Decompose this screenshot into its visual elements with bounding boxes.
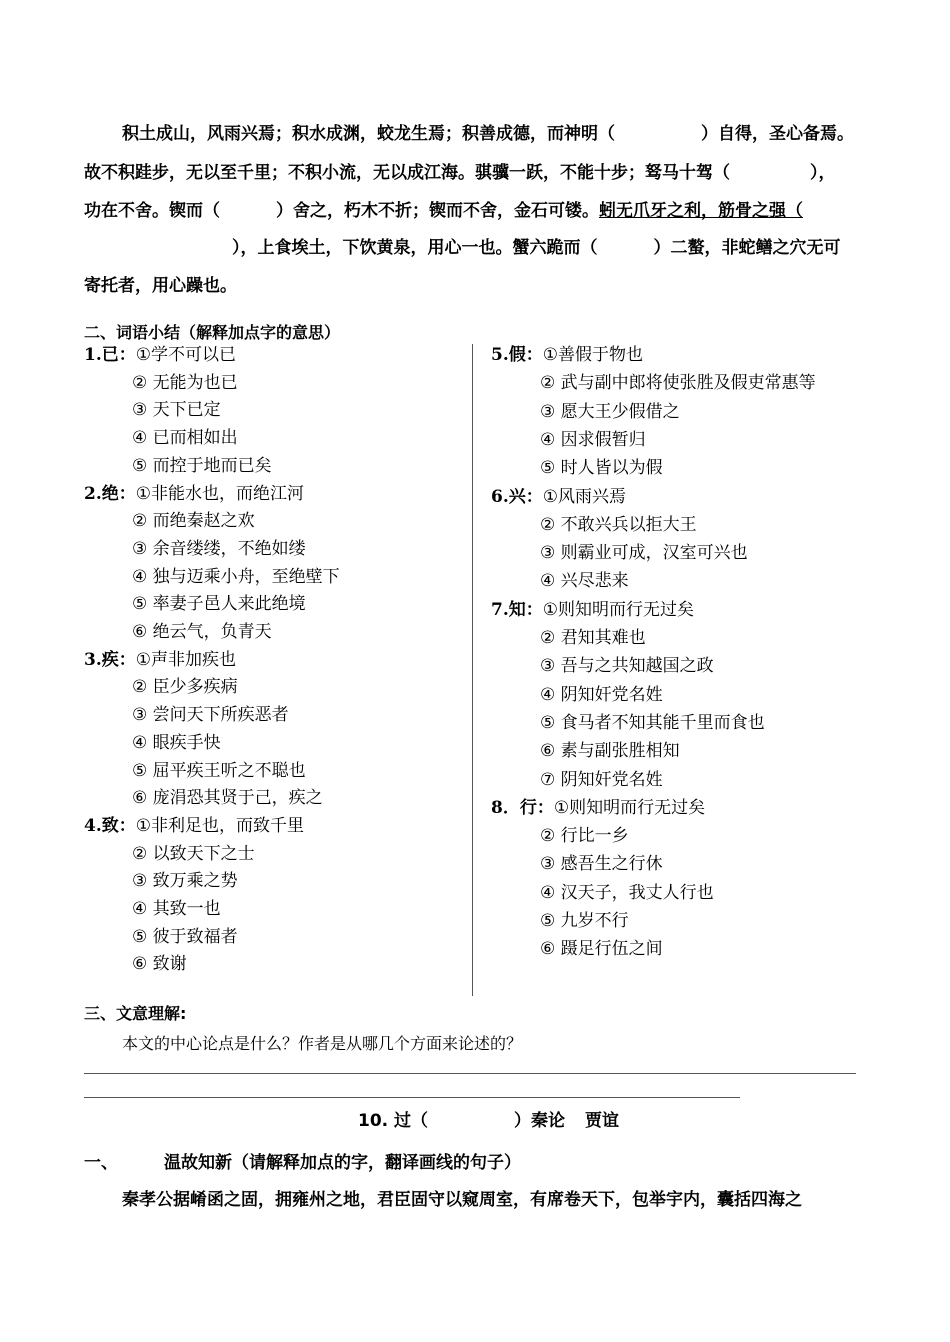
left-group-1-item-1: [84, 344, 236, 366]
entry-text: ⑦ 阴知奸党名姓: [540, 769, 663, 790]
passage-line-1: 积土成山，风雨兴焉；积水成渊，蛟龙生焉；积善成德，而神明（ ）自得，圣心备焉。: [122, 124, 854, 144]
right-group-2-item-3: [540, 542, 748, 564]
left-group-3-item-1: [84, 649, 236, 671]
entry-text: ④ 汉天子，我丈人行也: [540, 882, 714, 903]
entry-text: ③ 余音缕缕，不绝如缕: [132, 538, 306, 559]
left-group-3-item-2: [132, 676, 238, 698]
entry-text: ⑤ 而控于地而已矣: [132, 455, 272, 476]
right-group-2-item-2: [540, 514, 697, 536]
entry-text: ⑥ 蹑足行伍之间: [540, 939, 663, 960]
left-group-1-item-4: [132, 427, 238, 449]
left-group-2-item-6: [132, 621, 272, 643]
entry-text: ③ 愿大王少假借之: [540, 401, 680, 422]
entry-text: ④ 因求假暂归: [540, 429, 646, 450]
entry-text: ② 以致天下之士: [132, 843, 255, 864]
right-group-1-item-3: [540, 401, 680, 423]
entry-text: ② 行比一乡: [540, 826, 629, 847]
left-group-2-item-1: [84, 483, 304, 505]
left-group-4-item-6: [132, 953, 187, 975]
left-group-3-item-6: [132, 787, 323, 809]
left-group-3-item-5: [132, 760, 306, 782]
passage-line-5: 寄托者，用心躁也。: [84, 276, 237, 296]
entry-text: ② 不敢兴兵以拒大王: [540, 514, 697, 535]
right-group-3-label: 7.知：: [491, 599, 543, 620]
passage-line-4: ），上食埃土，下饮黄泉，用心一也。蟹六跪而（ ）二螯，非蛇鳝之穴无可: [232, 238, 841, 258]
right-group-4-item-5: [540, 910, 629, 932]
right-group-2-item-1: [491, 486, 626, 508]
entry-text: ③ 致万乘之势: [132, 871, 238, 892]
entry-text: ⑤ 屈平疾王听之不聪也: [132, 760, 306, 781]
left-group-4-item-2: [132, 843, 255, 865]
question-text: 本文的中心论点是什么？作者是从哪几个方面来论述的？: [122, 1034, 523, 1053]
entry-text: ①学不可以已: [135, 345, 236, 365]
left-group-1-item-5: [132, 455, 272, 477]
right-group-3-item-1: [491, 599, 694, 621]
right-group-2-item-4: [540, 570, 629, 592]
answer-line-2: [84, 1097, 740, 1098]
right-group-1-item-5: [540, 457, 663, 479]
left-group-3-item-3: [132, 704, 289, 726]
left-group-2-label: 2.绝：: [84, 483, 136, 504]
right-group-4-item-2: [540, 825, 629, 847]
right-group-1-item-1: [491, 344, 643, 366]
section-2-title: 二、词语小结（解释加点字的意思）: [84, 323, 341, 342]
entry-text: ③ 吾与之共知越国之政: [540, 656, 714, 677]
entry-text: ② 无能为也已: [132, 372, 238, 393]
entry-text: ② 君知其难也: [540, 628, 646, 648]
right-group-3-item-5: [540, 712, 765, 734]
right-group-3-item-7: [540, 769, 663, 791]
passage-line-2: 故不积跬步，无以至千里；不积小流，无以成江海。骐骥一跃，不能十步；驽马十驾（ ），: [84, 163, 836, 183]
entry-text: ④ 兴尽悲来: [540, 571, 629, 592]
right-group-3-item-2: [540, 627, 646, 649]
entry-text: ④ 已而相如出: [132, 428, 238, 449]
entry-text: ①非利足也，而致千里: [135, 815, 304, 836]
passage-line-3: 功在不舍。锲而（ ）舍之，朽木不折；锲而不舍，金石可镂。蚓无爪牙之利，筋骨之强（: [84, 201, 803, 221]
left-group-2-item-2: [132, 510, 255, 532]
entry-text: ⑤ 时人皆以为假: [540, 458, 663, 479]
entry-text: ③ 尝问天下所疾恶者: [132, 705, 289, 726]
entry-text: ⑤ 食马者不知其能千里而食也: [540, 712, 765, 733]
right-group-1-item-2: [540, 372, 816, 394]
entry-text: ⑤ 九岁不行: [540, 911, 629, 931]
entry-text: ⑤ 率妻子邑人来此绝境: [132, 594, 306, 615]
right-group-3-item-3: [540, 655, 714, 677]
left-group-4-item-1: [84, 815, 304, 837]
entry-text: ①则知明而行无过矣: [542, 599, 694, 620]
answer-line-1: [84, 1073, 856, 1074]
entry-text: ④ 眼疾手快: [132, 732, 221, 753]
last-passage-line: 秦孝公据崤函之固，拥雍州之地，君臣固守以窥周室，有席卷天下，包举宇内，囊括四海之: [122, 1190, 802, 1210]
left-group-1-item-3: [132, 399, 221, 421]
entry-text: ③ 感吾生之行休: [540, 854, 663, 875]
entry-text: ② 而绝秦赵之欢: [132, 511, 255, 532]
right-group-1-label: 5.假：: [491, 345, 543, 365]
entry-text: ④ 独与迈乘小舟，至绝壁下: [132, 566, 340, 587]
right-group-4-item-1: [491, 797, 705, 819]
section-3-title: 三、文意理解:: [84, 1004, 187, 1023]
right-group-4-item-6: [540, 938, 663, 960]
left-group-4-item-3: [132, 870, 238, 892]
left-group-2-item-3: [132, 538, 306, 560]
left-group-1-item-2: [132, 372, 238, 394]
entry-text: ⑥ 绝云气，负青天: [132, 622, 272, 642]
left-group-3-item-4: [132, 732, 221, 754]
right-group-1-item-4: [540, 429, 646, 451]
entry-text: ①非能水也，而绝江河: [135, 483, 304, 504]
left-group-1-label: 1.已：: [84, 345, 136, 365]
left-group-4-label: 4.致：: [84, 815, 136, 836]
entry-text: ①善假于物也: [542, 345, 643, 365]
left-group-2-item-5: [132, 593, 306, 615]
entry-text: ①则知明而行无过矣: [553, 797, 706, 818]
entry-text: ⑥ 庞涓恐其贤于己，疾之: [132, 788, 323, 809]
left-group-3-label: 3.疾：: [84, 649, 136, 670]
entry-text: ② 臣少多疾病: [132, 677, 238, 698]
entry-text: ③ 天下已定: [132, 400, 221, 421]
review-heading: 一、 温故知新（请解释加点的字，翻译画线的句子）: [84, 1153, 521, 1173]
left-group-4-item-4: [132, 898, 221, 920]
entry-text: ④ 其致一也: [132, 899, 221, 919]
entry-text: ⑤ 彼于致福者: [132, 926, 238, 947]
entry-text: ①风雨兴焉: [542, 486, 626, 507]
right-group-4-label: 8．行：: [491, 797, 554, 818]
entry-text: ③ 则霸业可成，汉室可兴也: [540, 543, 748, 564]
right-group-2-label: 6.兴：: [491, 486, 543, 507]
entry-text: ⑥ 素与副张胜相知: [540, 741, 680, 762]
entry-text: ④ 阴知奸党名姓: [540, 684, 663, 705]
left-group-2-item-4: [132, 566, 340, 588]
entry-text: ①声非加疾也: [135, 649, 236, 670]
entry-text: ⑥ 致谢: [132, 954, 187, 975]
column-divider: [472, 344, 473, 996]
right-group-4-item-4: [540, 882, 714, 904]
lesson-title: 10. 过（ ）秦论 贾谊: [358, 1111, 619, 1131]
entry-text: ② 武与副中郎将使张胜及假吏常惠等: [540, 373, 816, 394]
right-group-3-item-4: [540, 684, 663, 706]
right-group-4-item-3: [540, 853, 663, 875]
right-group-3-item-6: [540, 740, 680, 762]
left-group-4-item-5: [132, 926, 238, 948]
